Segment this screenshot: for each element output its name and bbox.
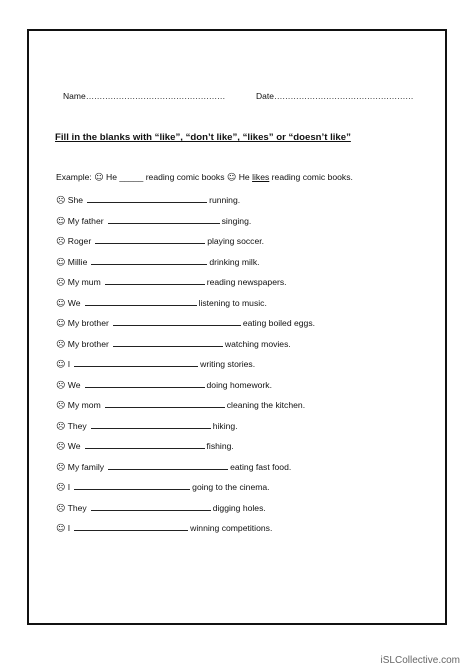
answer-blank[interactable] bbox=[105, 275, 205, 285]
answer-blank[interactable] bbox=[108, 460, 228, 470]
exercise-ending: singing. bbox=[221, 215, 252, 226]
answer-blank[interactable] bbox=[85, 439, 205, 449]
answer-blank[interactable] bbox=[85, 378, 205, 388]
exercise-row bbox=[56, 214, 315, 235]
exercise-subject: Roger bbox=[67, 236, 92, 246]
exercise-ending: listening to music. bbox=[198, 297, 267, 308]
answer-blank[interactable] bbox=[95, 234, 205, 244]
sad-face-icon: ☹ bbox=[56, 421, 66, 432]
exercise-ending: hiking. bbox=[212, 420, 238, 431]
example-label: Example: bbox=[56, 172, 92, 182]
instruction-heading: Fill in the blanks with “like”, “don’t like”, “likes” or “doesn’t like” bbox=[55, 132, 351, 143]
exercise-ending: reading newspapers. bbox=[206, 277, 287, 287]
exercise-subject: My mum bbox=[67, 277, 101, 287]
answer-blank[interactable] bbox=[113, 316, 241, 326]
example-subject: He bbox=[106, 172, 117, 182]
exercise-row bbox=[56, 255, 315, 276]
smiley-face-icon: ☺ bbox=[226, 173, 237, 183]
exercise-subject: I bbox=[67, 523, 71, 533]
exercise-ending: running. bbox=[209, 195, 241, 205]
exercise-subject: We bbox=[67, 441, 81, 451]
date-label: Date bbox=[256, 91, 274, 101]
exercise-subject: We bbox=[67, 379, 81, 390]
exercise-row bbox=[56, 296, 315, 317]
answer-blank[interactable] bbox=[108, 214, 220, 224]
answer-blank[interactable] bbox=[87, 193, 207, 203]
sad-face-icon: ☹ bbox=[56, 380, 66, 391]
answer-blank[interactable] bbox=[105, 398, 225, 408]
exercise-subject: Millie bbox=[67, 256, 88, 267]
exercise-row bbox=[56, 357, 315, 378]
exercise-ending: eating fast food. bbox=[230, 461, 292, 472]
answer-blank[interactable] bbox=[113, 337, 223, 347]
sad-face-icon: ☹ bbox=[56, 503, 66, 514]
name-field[interactable] bbox=[63, 91, 225, 101]
exercise-ending: drinking milk. bbox=[209, 256, 260, 267]
exercise-subject: My family bbox=[67, 461, 105, 472]
exercise-row bbox=[56, 398, 315, 419]
exercise-ending: eating boiled eggs. bbox=[242, 318, 316, 328]
answer-blank[interactable] bbox=[91, 501, 211, 511]
exercise-ending: digging holes. bbox=[212, 502, 266, 513]
example-rest: reading comic books bbox=[145, 172, 225, 182]
watermark: iSLCollective.com bbox=[380, 655, 460, 666]
answer-blank[interactable] bbox=[91, 255, 207, 265]
sad-face-icon: ☹ bbox=[56, 401, 66, 411]
answer-blank[interactable] bbox=[74, 521, 188, 531]
exercise-row bbox=[56, 193, 315, 214]
smiley-face-icon: ☺ bbox=[94, 173, 104, 183]
exercise-subject: My mom bbox=[67, 400, 101, 410]
sad-face-icon: ☹ bbox=[56, 196, 66, 206]
exercise-subject: They bbox=[67, 420, 87, 431]
exercise-ending: watching movies. bbox=[224, 338, 291, 349]
exercise-subject: My father bbox=[67, 215, 104, 226]
answer-blank[interactable] bbox=[74, 357, 198, 367]
exercise-subject: My brother bbox=[67, 318, 109, 328]
exercise-ending: fishing. bbox=[206, 441, 234, 451]
answer-blank[interactable] bbox=[74, 480, 190, 490]
sad-face-icon: ☹ bbox=[56, 237, 66, 247]
exercise-row bbox=[56, 419, 315, 440]
name-blank: …………………………………………… bbox=[85, 91, 226, 101]
sad-face-icon: ☹ bbox=[56, 483, 66, 493]
exercise-row bbox=[56, 480, 315, 501]
exercise-row bbox=[56, 378, 315, 399]
exercise-row bbox=[56, 234, 315, 255]
sad-face-icon: ☹ bbox=[56, 278, 66, 288]
answer-blank[interactable] bbox=[91, 419, 211, 429]
exercise-subject: She bbox=[67, 195, 84, 205]
smiley-face-icon: ☺ bbox=[56, 257, 66, 268]
answer-blank[interactable] bbox=[85, 296, 197, 306]
exercise-subject: My brother bbox=[67, 338, 109, 349]
date-blank: …………………………………………… bbox=[273, 91, 414, 101]
example-sentence bbox=[56, 172, 353, 183]
exercise-row bbox=[56, 337, 315, 358]
exercise-subject: I bbox=[67, 482, 71, 492]
exercise-ending: winning competitions. bbox=[190, 523, 273, 533]
smiley-face-icon: ☺ bbox=[56, 319, 66, 329]
exercise-row bbox=[56, 521, 315, 542]
example-blank: _____ bbox=[119, 172, 144, 182]
exercise-row bbox=[56, 275, 315, 296]
exercise-row bbox=[56, 501, 315, 522]
example-answer: likes bbox=[252, 172, 270, 182]
smiley-face-icon: ☺ bbox=[56, 216, 66, 227]
exercise-row bbox=[56, 316, 315, 337]
exercise-ending: doing homework. bbox=[206, 379, 272, 390]
exercise-subject: I bbox=[67, 359, 71, 369]
sad-face-icon: ☹ bbox=[56, 462, 66, 473]
name-label: Name bbox=[63, 91, 86, 101]
exercise-subject: We bbox=[67, 297, 81, 308]
smiley-face-icon: ☺ bbox=[56, 360, 66, 370]
sad-face-icon: ☹ bbox=[56, 339, 66, 350]
example-subject: He bbox=[238, 172, 250, 182]
example-rest: reading comic books. bbox=[271, 172, 353, 182]
date-field[interactable] bbox=[256, 91, 413, 101]
exercise-ending: cleaning the kitchen. bbox=[226, 400, 306, 410]
sad-face-icon: ☹ bbox=[56, 442, 66, 452]
exercise-row bbox=[56, 439, 315, 460]
exercise-row bbox=[56, 460, 315, 481]
exercise-subject: They bbox=[67, 502, 87, 513]
exercise-ending: writing stories. bbox=[200, 359, 256, 369]
smiley-face-icon: ☺ bbox=[56, 298, 66, 309]
exercise-list bbox=[56, 193, 315, 542]
smiley-face-icon: ☺ bbox=[56, 524, 66, 534]
exercise-ending: playing soccer. bbox=[207, 236, 265, 246]
exercise-ending: going to the cinema. bbox=[192, 482, 270, 492]
